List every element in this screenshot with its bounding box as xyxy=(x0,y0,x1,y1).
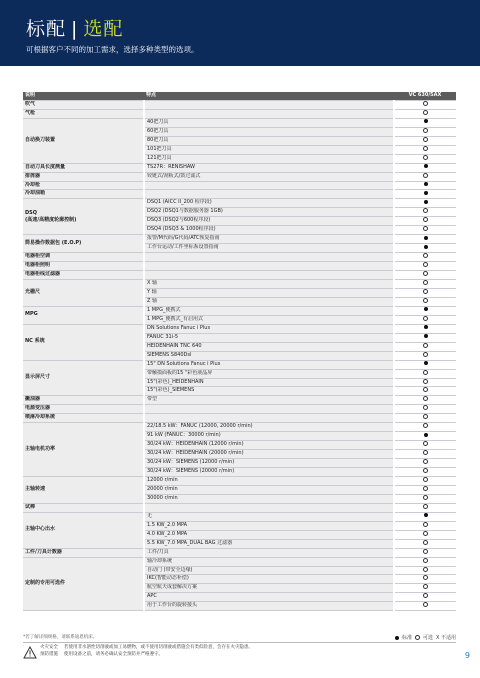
optional-circle-icon xyxy=(423,522,428,527)
optional-circle-icon xyxy=(423,137,428,142)
row-group-label: 显示屏尺寸 xyxy=(23,360,144,396)
row-availability xyxy=(394,423,456,432)
row-feature: 1 MPG_便携式_有启用式 xyxy=(144,315,394,324)
row-availability xyxy=(394,548,456,557)
standard-dot-icon xyxy=(424,361,428,365)
row-feature: 30/24 kW：HEIDENHAIN (12000 r/min) xyxy=(144,441,394,450)
optional-circle-icon xyxy=(423,477,428,482)
row-availability xyxy=(394,575,456,584)
row-feature: 15"(彩色)_HEIDENHAIN xyxy=(144,378,394,387)
optional-circle-icon xyxy=(423,459,428,464)
row-availability xyxy=(394,145,456,154)
row-availability xyxy=(394,253,456,262)
table-row xyxy=(23,280,456,289)
row-availability xyxy=(394,566,456,575)
optional-circle-icon xyxy=(423,298,428,303)
row-availability xyxy=(394,315,456,324)
row-feature: 15"(彩色)_SIEMENS xyxy=(144,387,394,396)
row-availability xyxy=(394,235,456,244)
row-feature: 用于工作台的旋转接头 xyxy=(144,602,394,611)
optional-circle-icon xyxy=(423,593,428,598)
optional-circle-icon xyxy=(423,441,428,446)
row-availability xyxy=(394,280,456,289)
row-feature: Z 轴 xyxy=(144,297,394,306)
row-group-label: 电器柜照明 xyxy=(23,262,144,271)
row-availability xyxy=(394,342,456,351)
row-feature: 60把刀具 xyxy=(144,127,394,136)
row-feature: APC xyxy=(144,593,394,602)
row-availability xyxy=(394,530,456,539)
row-feature: TS27R：RENISHAW xyxy=(144,163,394,172)
optional-circle-icon xyxy=(423,602,428,607)
standard-dot-icon xyxy=(424,119,428,123)
row-feature: 4.0 KW_2.0 MPA xyxy=(144,530,394,539)
row-feature: FANUC 31i-5 xyxy=(144,333,394,342)
warning-text-line1: 若使用非水溶性切削液或加工易燃物，或不使用切削液或措施会有类似险意，会存在火灾隐患。 xyxy=(64,645,253,650)
standard-dot-icon xyxy=(424,200,428,204)
row-feature xyxy=(144,109,394,118)
row-feature xyxy=(144,405,394,414)
row-feature: 30/24 kW：SIEMENS (12000 r/min) xyxy=(144,459,394,468)
row-feature: 铰链式/刮板式/鼓过滤式 xyxy=(144,172,394,181)
optional-circle-icon xyxy=(423,584,428,589)
row-feature: 1.5 KW_2.0 MPA xyxy=(144,521,394,530)
row-feature xyxy=(144,414,394,423)
table-row xyxy=(23,396,456,405)
optional-circle-icon xyxy=(423,387,428,392)
row-availability xyxy=(394,226,456,235)
standard-dot-icon xyxy=(424,325,428,329)
warning-triangle-icon xyxy=(23,646,37,659)
row-feature: 无 xyxy=(144,512,394,521)
row-group-label: 电源变压器 xyxy=(23,405,144,414)
row-availability xyxy=(394,127,456,136)
table-row xyxy=(23,324,456,333)
row-feature: 30/24 kW：HEIDENHAIN (20000 r/min) xyxy=(144,450,394,459)
row-group-label: 喷淋冷却系统 xyxy=(23,414,144,423)
row-availability xyxy=(394,476,456,485)
standard-dot-icon xyxy=(424,307,428,311)
table-header-row xyxy=(23,92,456,100)
table-row xyxy=(23,557,456,566)
row-group-label: 光栅尺 xyxy=(23,280,144,307)
row-group-label: DSQ (高速/高精度轮廓控制) xyxy=(23,199,144,235)
optional-circle-icon xyxy=(423,396,428,401)
row-feature: 80把刀具 xyxy=(144,136,394,145)
standard-dot-icon xyxy=(424,513,428,517)
row-availability xyxy=(394,217,456,226)
row-feature: 自动门 (带安全边缘) xyxy=(144,566,394,575)
row-feature: 轴冷却系统 xyxy=(144,557,394,566)
row-feature: DSQ3 (DSQ2与600程序段) xyxy=(144,217,394,226)
row-feature: 15" DN Solutions Fanuc i Plus xyxy=(144,360,394,369)
page-header xyxy=(0,0,480,66)
row-availability xyxy=(394,503,456,512)
row-feature: 91 kW (FANUC：30000 r/min) xyxy=(144,432,394,441)
row-group-label: 自动换刀装置 xyxy=(23,118,144,163)
row-availability xyxy=(394,262,456,271)
row-group-label: 气枪 xyxy=(23,109,144,118)
row-feature xyxy=(144,253,394,262)
row-feature: 101把刀具 xyxy=(144,145,394,154)
optional-circle-icon xyxy=(423,110,428,115)
row-group-label: 撇油器 xyxy=(23,396,144,405)
table-row xyxy=(23,109,456,118)
optional-circle-icon xyxy=(423,370,428,375)
page-subtitle: 可根据客户不同的加工需求，选择多种类型的选项。 xyxy=(26,45,199,54)
table-row xyxy=(23,262,456,271)
row-group-label: 主轴转速 xyxy=(23,476,144,503)
optional-circle-icon xyxy=(423,558,428,563)
optional-circle-icon xyxy=(423,226,428,231)
row-availability xyxy=(394,468,456,477)
optional-circle-icon xyxy=(423,504,428,509)
row-group-label: 工件/刀具计数器 xyxy=(23,548,144,557)
optional-circle-icon xyxy=(423,253,428,258)
row-availability xyxy=(394,450,456,459)
optional-circle-icon xyxy=(415,635,420,640)
col-header-feature: 特点 xyxy=(144,92,394,100)
optional-circle-icon xyxy=(423,414,428,419)
table-row xyxy=(23,423,456,432)
row-availability xyxy=(394,396,456,405)
row-availability xyxy=(394,244,456,253)
warning-label-line1: 火灾安全 xyxy=(40,645,58,650)
table-row xyxy=(23,172,456,181)
row-availability xyxy=(394,441,456,450)
optional-circle-icon xyxy=(423,486,428,491)
row-availability xyxy=(394,494,456,503)
row-availability xyxy=(394,163,456,172)
table-row xyxy=(23,548,456,557)
row-availability xyxy=(394,557,456,566)
row-availability xyxy=(394,593,456,602)
table-row xyxy=(23,199,456,208)
table-row xyxy=(23,503,456,512)
row-feature xyxy=(144,262,394,271)
table-row xyxy=(23,181,456,190)
optional-circle-icon xyxy=(423,352,428,357)
warning-label xyxy=(40,645,58,658)
optional-circle-icon xyxy=(423,146,428,151)
row-feature: 12000 r/min xyxy=(144,476,394,485)
row-availability xyxy=(394,333,456,342)
warning-text xyxy=(64,645,253,658)
optional-circle-icon xyxy=(423,379,428,384)
row-feature: 1 MPG_便携式 xyxy=(144,306,394,315)
row-availability xyxy=(394,459,456,468)
row-availability xyxy=(394,118,456,127)
row-group-label: MPG xyxy=(23,306,144,324)
row-feature xyxy=(144,271,394,280)
standard-dot-icon xyxy=(395,636,399,640)
row-availability xyxy=(394,190,456,199)
standard-dot-icon xyxy=(424,433,428,437)
footer-divider xyxy=(23,642,456,643)
row-group-label: NC 系统 xyxy=(23,324,144,360)
row-feature: 带型 xyxy=(144,396,394,405)
spec-table-body xyxy=(23,100,456,610)
optional-circle-icon xyxy=(423,173,428,178)
row-feature: 5.5 KW_7.0 MPA_DUAL BAG 过滤器 xyxy=(144,539,394,548)
legend-standard: 标准 xyxy=(401,635,412,641)
table-row xyxy=(23,271,456,280)
standard-dot-icon xyxy=(424,182,428,186)
row-group-label: 电器柜空调 xyxy=(23,253,144,262)
row-feature: 带触摸面板的15 "彩色液晶屏 xyxy=(144,369,394,378)
row-availability xyxy=(394,378,456,387)
row-availability xyxy=(394,360,456,369)
legend-optional: 可选 xyxy=(422,635,433,641)
row-group-label: 试棒 xyxy=(23,503,144,512)
page-number: 9 xyxy=(464,651,470,660)
row-feature: DSQ4 (DSQ3 & 1000程序段) xyxy=(144,226,394,235)
row-group-label: 简易操作数据包 (E.O.P) xyxy=(23,235,144,253)
row-availability xyxy=(394,584,456,593)
optional-circle-icon xyxy=(423,208,428,213)
optional-circle-icon xyxy=(423,271,428,276)
row-feature: IKC(智能动态补偿) xyxy=(144,575,394,584)
row-feature: 40把刀具 xyxy=(144,118,394,127)
row-feature: 工作台运动/工件坐标系设置指南 xyxy=(144,244,394,253)
standard-dot-icon xyxy=(424,191,428,195)
row-feature: HEIDENHAIN TNC 640 xyxy=(144,342,394,351)
table-row xyxy=(23,306,456,315)
row-availability xyxy=(394,271,456,280)
table-row xyxy=(23,405,456,414)
optional-circle-icon xyxy=(423,217,428,222)
legend xyxy=(395,634,456,641)
row-availability xyxy=(394,351,456,360)
optional-circle-icon xyxy=(423,423,428,428)
row-availability xyxy=(394,405,456,414)
row-availability xyxy=(394,512,456,521)
warning-text-line2: 使用设备之前，请务必确认安全预防并严格遵守。 xyxy=(64,651,163,657)
row-feature: 22/18.5 kW：FANUC (12000, 20000 r/min) xyxy=(144,423,394,432)
row-availability xyxy=(394,199,456,208)
row-feature: 报警/M代码/G代码/ATC恢复指南 xyxy=(144,235,394,244)
optional-circle-icon xyxy=(423,549,428,554)
table-row xyxy=(23,414,456,423)
col-header-model: VC 630/5AX xyxy=(394,92,456,100)
row-feature: 工件/刀具 xyxy=(144,548,394,557)
row-availability xyxy=(394,324,456,333)
row-group-label: 冷却油箱 xyxy=(23,190,144,199)
row-group-label: 主轴中心出水 xyxy=(23,512,144,548)
optional-circle-icon xyxy=(423,101,428,106)
row-availability xyxy=(394,521,456,530)
optional-circle-icon xyxy=(423,280,428,285)
optional-circle-icon xyxy=(423,262,428,267)
row-availability xyxy=(394,136,456,145)
row-availability xyxy=(394,297,456,306)
row-group-label: 排屑器 xyxy=(23,172,144,181)
optional-circle-icon xyxy=(423,495,428,500)
standard-dot-icon xyxy=(424,164,428,168)
row-availability xyxy=(394,306,456,315)
optional-circle-icon xyxy=(423,540,428,545)
table-row xyxy=(23,512,456,521)
row-feature: 30/24 kW：SIEMENS (20000 r/min) xyxy=(144,468,394,477)
optional-circle-icon xyxy=(423,531,428,536)
row-feature: DSQ2 (DSQ1与数据服务器 1GB) xyxy=(144,208,394,217)
table-row xyxy=(23,118,456,127)
table-row xyxy=(23,190,456,199)
optional-circle-icon xyxy=(423,155,428,160)
optional-circle-icon xyxy=(423,343,428,348)
title-standard: 标配 xyxy=(26,18,67,40)
row-availability xyxy=(394,432,456,441)
table-row xyxy=(23,360,456,369)
legend-na: X 不适用 xyxy=(435,635,456,641)
row-availability xyxy=(394,539,456,548)
row-group-label: 自动刀具长度测量 xyxy=(23,163,144,172)
row-feature: Y 轴 xyxy=(144,288,394,297)
row-availability xyxy=(394,414,456,423)
title-separator: | xyxy=(71,18,79,40)
warning-label-line2: 预防措施 xyxy=(40,651,58,657)
row-feature: 121把刀具 xyxy=(144,154,394,163)
row-availability xyxy=(394,172,456,181)
row-feature: DN Solutions Fanuc i Plus xyxy=(144,324,394,333)
row-availability xyxy=(394,369,456,378)
row-availability xyxy=(394,602,456,611)
row-availability xyxy=(394,208,456,217)
row-feature: DSQ1 (AICC II_200 程序段) xyxy=(144,199,394,208)
row-availability xyxy=(394,154,456,163)
table-row xyxy=(23,476,456,485)
row-availability xyxy=(394,387,456,396)
row-group-label: 主轴电机功率 xyxy=(23,423,144,477)
optional-circle-icon xyxy=(423,289,428,294)
row-feature xyxy=(144,190,394,199)
row-feature xyxy=(144,100,394,109)
optional-circle-icon xyxy=(423,128,428,133)
row-availability xyxy=(394,109,456,118)
row-availability xyxy=(394,100,456,109)
row-group-label: 吹气 xyxy=(23,100,144,109)
row-group-label: 定制的专用可选件 xyxy=(23,557,144,611)
optional-circle-icon xyxy=(423,316,428,321)
row-feature: 航空航天成套解决方案 xyxy=(144,584,394,593)
optional-circle-icon xyxy=(423,468,428,473)
table-row xyxy=(23,253,456,262)
spec-table xyxy=(23,92,456,611)
row-availability xyxy=(394,288,456,297)
row-feature: SIEMENS S840Dsl xyxy=(144,351,394,360)
table-row xyxy=(23,100,456,109)
table-row xyxy=(23,235,456,244)
row-group-label: 电器柜线过滤器 xyxy=(23,271,144,280)
table-row xyxy=(23,163,456,172)
row-feature xyxy=(144,503,394,512)
standard-dot-icon xyxy=(424,245,428,249)
row-feature xyxy=(144,181,394,190)
page-title xyxy=(26,14,123,41)
standard-dot-icon xyxy=(424,236,428,240)
row-feature: 30000 r/min xyxy=(144,494,394,503)
row-feature: 20000 r/min xyxy=(144,485,394,494)
title-optional: 选配 xyxy=(83,18,124,40)
optional-circle-icon xyxy=(423,575,428,580)
row-availability xyxy=(394,181,456,190)
optional-circle-icon xyxy=(423,405,428,410)
standard-dot-icon xyxy=(424,334,428,338)
row-availability xyxy=(394,485,456,494)
optional-circle-icon xyxy=(423,450,428,455)
col-header-description: 说明 xyxy=(23,92,144,100)
footnote: *若了解详细规格，请联系迪恩机床。 xyxy=(23,635,98,640)
row-feature: X 轴 xyxy=(144,280,394,289)
row-group-label: 冷却枪 xyxy=(23,181,144,190)
optional-circle-icon xyxy=(423,567,428,572)
